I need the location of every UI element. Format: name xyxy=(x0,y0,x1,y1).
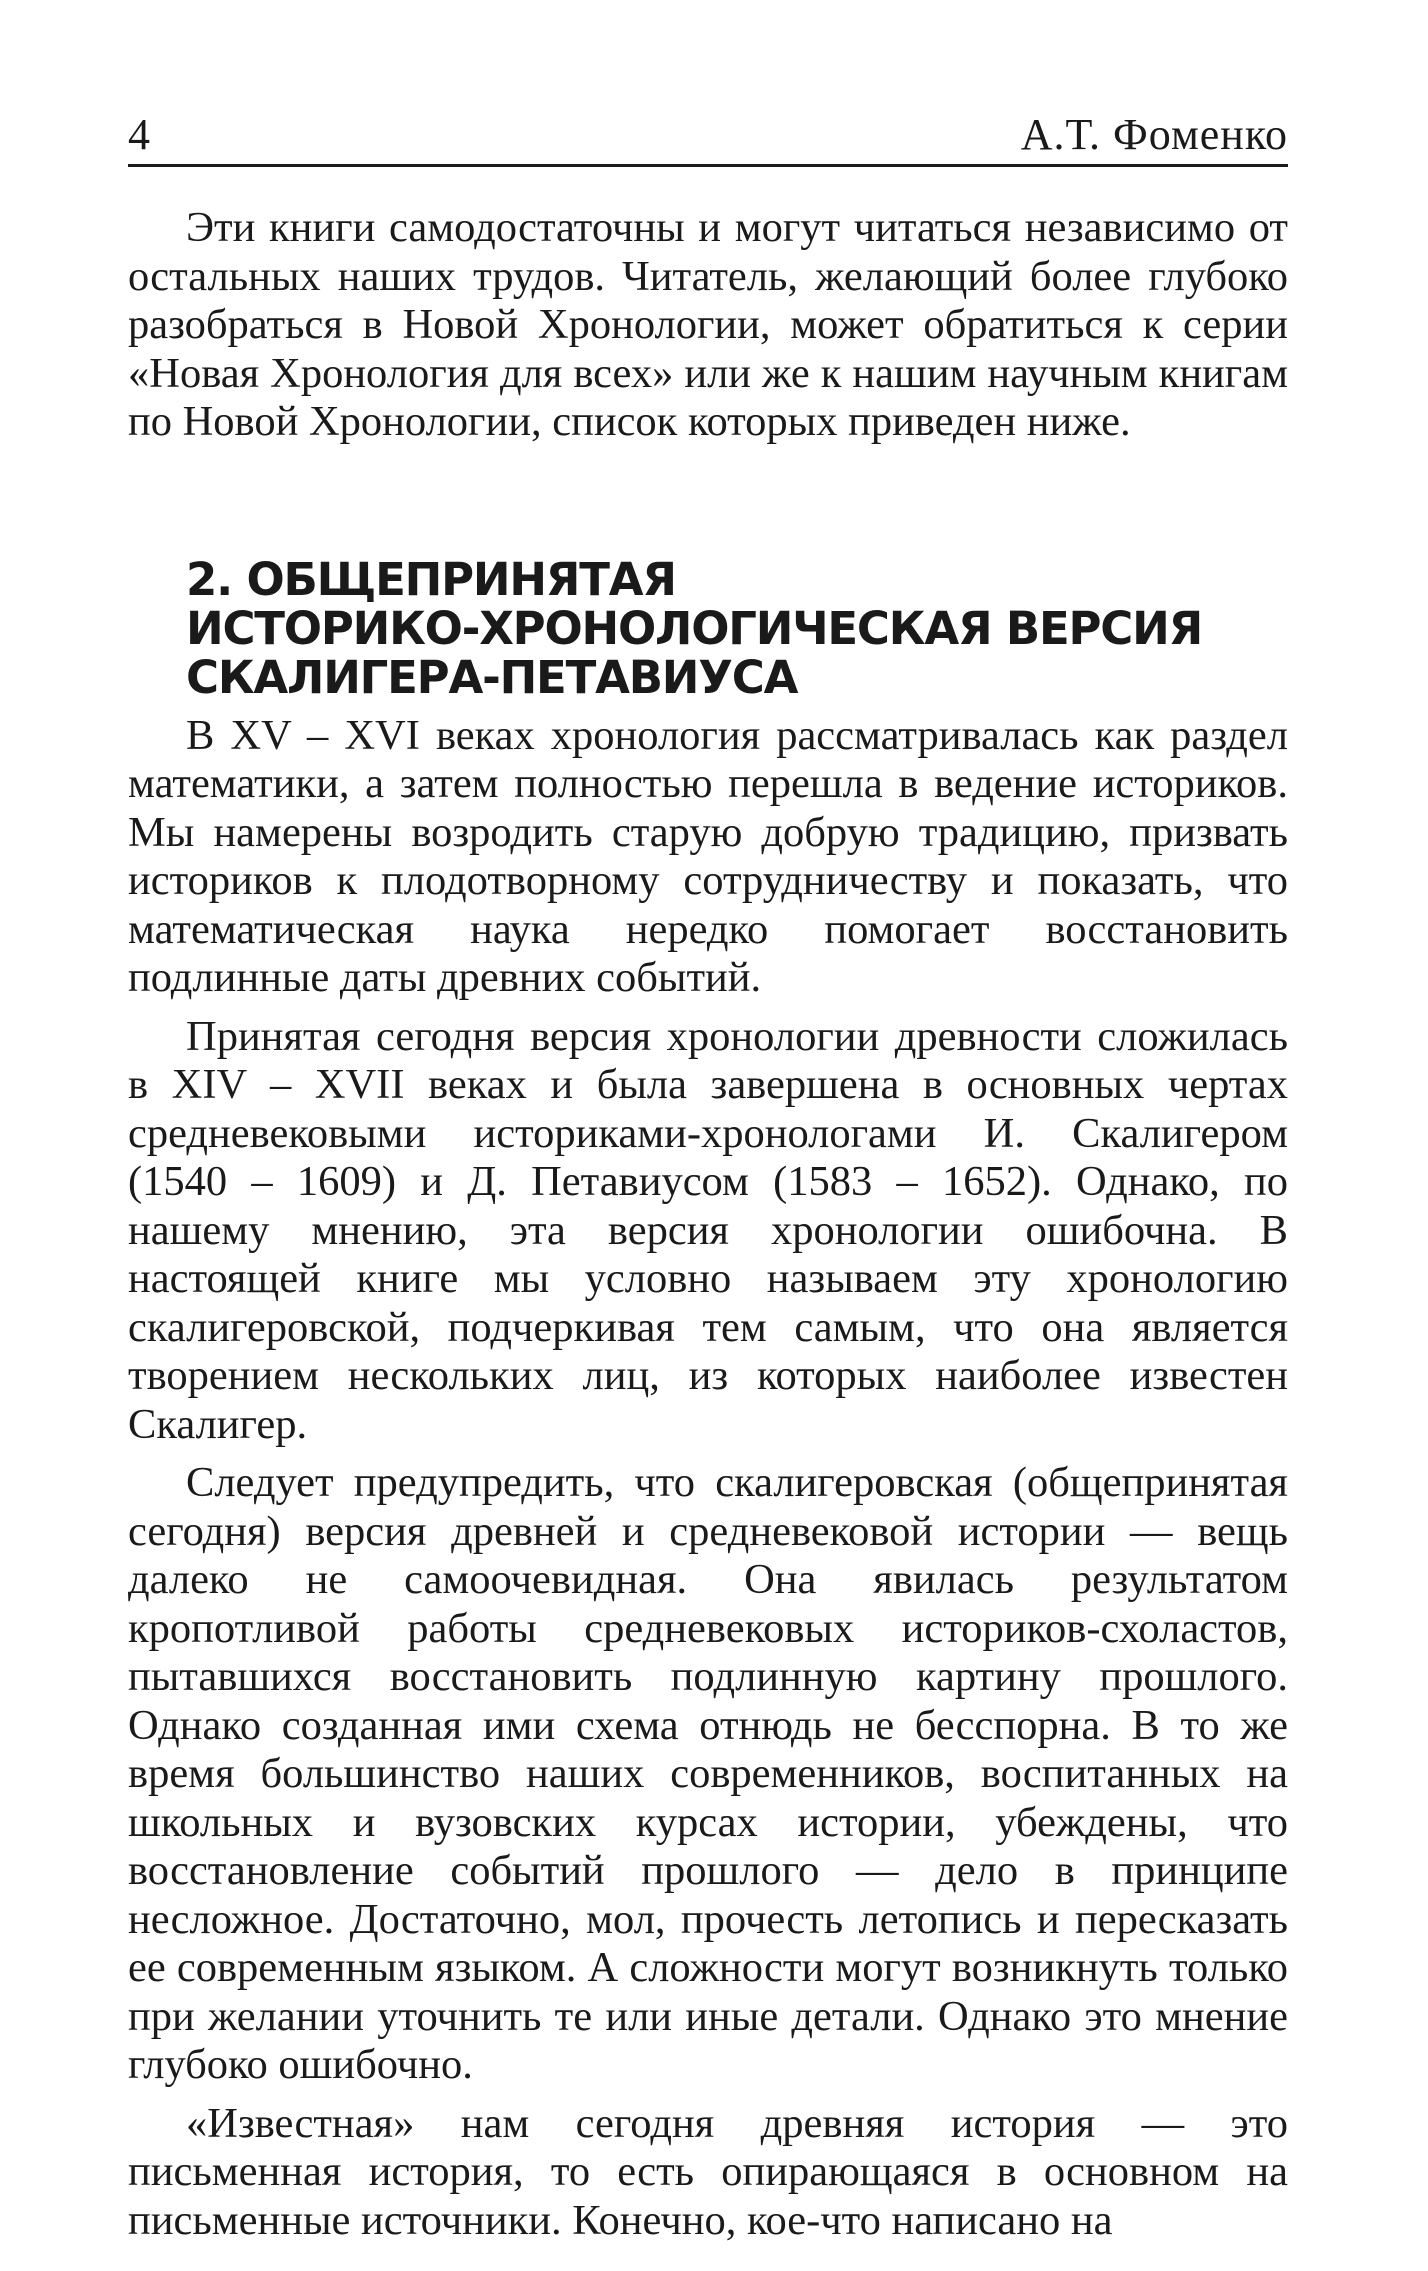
page-body xyxy=(128,204,1288,2245)
page-number: 4 xyxy=(128,110,150,159)
section-heading-line: ИСТОРИКО-ХРОНОЛОГИЧЕСКАЯ ВЕРСИЯ xyxy=(186,601,1203,655)
body-paragraph: Принятая сегодня версия хронологии древности сложилась в XIV – XVII веках и была завершена в основных чертах средневековыми историками-хронологами И. Скалигером (1540 – 1609) и Д. Петавиусом (1583 – 1652). Однако, по нашему мнению, эта версия хронологии ошибочна. В настоящей книге мы условно называем эту хронологию скалигеровской, подчеркивая тем самым, что она является творением нескольких лиц, из которых наиболее известен Скалигер. xyxy=(128,1012,1288,1448)
section-heading-line: 2. ОБЩЕПРИНЯТАЯ xyxy=(186,552,676,606)
body-paragraph: В XV – XVI веках хронология рассматривалась как раздел математики, а затем полностью перешла в ведение историков. Мы намерены возродить старую добрую традицию, призвать историков к плодотворному сотрудничеству и показать, что математическая наука нередко помогает восстановить подлинные даты древних событий. xyxy=(128,711,1288,1001)
body-paragraph: «Известная» нам сегодня древняя история — это письменная история, то есть опирающаяся в основном на письменные источники. Конечно, кое-что написано на xyxy=(128,2099,1288,2244)
book-page xyxy=(128,110,1288,2245)
running-header xyxy=(128,110,1288,167)
section-heading xyxy=(186,552,1288,704)
header-author: А.Т. Фоменко xyxy=(1020,110,1288,159)
section-heading-line: СКАЛИГЕРА-ПЕТАВИУСА xyxy=(186,650,798,704)
intro-paragraph: Эти книги самодостаточны и могут читаться независимо от остальных наших трудов. Читатель, желающий более глубоко разобраться в Новой Хронологии, может обратиться к серии «Новая Хронология для всех» или же к нашим научным книгам по Новой Хронологии, список которых приведен ниже. xyxy=(128,204,1288,445)
body-paragraph: Следует предупредить, что скалигеровская (общепринятая сегодня) версия древней и средневековой истории — вещь далеко не самоочевидная. Она явилась результатом кропотливой работы средневековых историков-схоластов, пытавшихся восстановить подлинную картину прошлого. Однако созданная ими схема отнюдь не бесспорна. В то же время большинство наших современников, воспитанных на школьных и вузовских курсах истории, убеждены, что восстановление событий прошлого — дело в принципе несложное. Достаточно, мол, прочесть летопись и пересказать ее современным языком. А сложности могут возникнуть только при желании уточнить те или иные детали. Однако это мнение глубоко ошибочно. xyxy=(128,1459,1288,2088)
